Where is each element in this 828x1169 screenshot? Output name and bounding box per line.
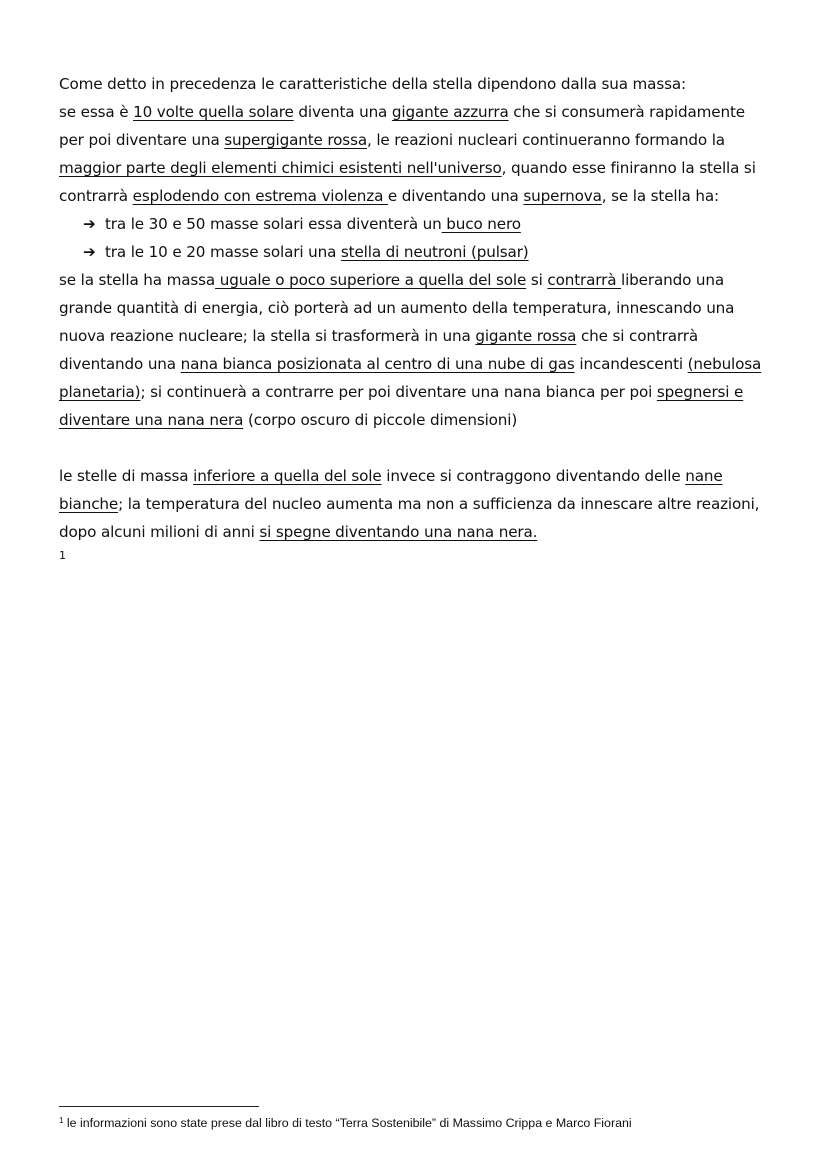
- footnote-number: 1: [59, 1116, 64, 1125]
- right-arrow-icon: ➔: [83, 243, 96, 261]
- document-body: [59, 70, 771, 564]
- text-segment: invece si contraggono diventando delle: [381, 467, 686, 485]
- underlined-phrase: nane bianche: [59, 467, 723, 513]
- text-segment: , le reazioni nucleari continueranno formando la: [367, 131, 725, 149]
- text-segment: ; la temperatura del nucleo aumenta ma non a sufficienza da innescare altre reazioni, dopo alcuni milioni di anni: [59, 495, 760, 541]
- underlined-phrase: si spegne diventando una nana nera.: [259, 523, 538, 541]
- text-segment: che si contrarrà diventando una: [59, 327, 698, 373]
- underlined-phrase: supergigante rossa: [224, 131, 367, 149]
- list-item-neutron-star: [83, 238, 771, 266]
- underlined-phrase: contrarrà: [547, 271, 622, 289]
- text-segment: se la stella ha massa: [59, 271, 216, 289]
- text-segment: e diventando una: [387, 187, 524, 205]
- text-segment: ; si continuerà a contrarre per poi diventare una nana bianca per poi: [140, 383, 657, 401]
- list-item-text: tra le 10 e 20 masse solari una: [105, 243, 341, 261]
- paragraph-small-stars: [59, 462, 771, 564]
- underlined-phrase: maggior parte degli elementi chimici esistenti nell'universo: [59, 159, 502, 177]
- footnote-reference: 1: [59, 549, 66, 562]
- underlined-phrase: supernova: [523, 187, 602, 205]
- text-segment: liberando una grande quantità di energia, ciò porterà ad un aumento della temperatura, innescando una nuova reazione nucleare; la stella si trasformerà in una: [59, 271, 735, 345]
- underlined-phrase: stella di neutroni (pulsar): [340, 243, 529, 261]
- text-segment: (corpo oscuro di piccole dimensioni): [243, 411, 518, 429]
- paragraph-massive-stars: [59, 70, 771, 210]
- intro-sentence: Come detto in precedenza le caratteristiche della stella dipendono dalla sua massa:: [59, 75, 686, 93]
- list-item-text: tra le 30 e 50 masse solari essa diventerà un: [105, 215, 442, 233]
- footnote-separator: [59, 1106, 259, 1107]
- mass-ranges-list: [59, 210, 771, 266]
- underlined-phrase: (nebulosa planetaria): [59, 355, 762, 401]
- underlined-phrase: uguale o poco superiore a quella del sole: [215, 271, 527, 289]
- right-arrow-icon: ➔: [83, 215, 96, 233]
- text-segment: , quando esse finiranno la stella si contrarrà: [59, 159, 756, 205]
- text-segment: le stelle di massa: [59, 467, 194, 485]
- footnote: [59, 1113, 771, 1131]
- list-item-black-hole: [83, 210, 771, 238]
- underlined-phrase: 10 volte quella solare: [133, 103, 294, 121]
- underlined-phrase: gigante azzurra: [391, 103, 509, 121]
- text-segment: che si consumerà rapidamente per poi diventare una: [59, 103, 745, 149]
- text-segment: incandescenti: [574, 355, 688, 373]
- underlined-phrase: buco nero: [441, 215, 521, 233]
- underlined-phrase: gigante rossa: [475, 327, 577, 345]
- underlined-phrase: esplodendo con estrema violenza: [132, 187, 388, 205]
- underlined-phrase: nana bianca posizionata al centro di una nube di gas: [180, 355, 575, 373]
- underlined-phrase: inferiore a quella del sole: [193, 467, 382, 485]
- text-segment: , se la stella ha:: [601, 187, 719, 205]
- underlined-phrase: spegnersi e diventare una nana nera: [59, 383, 744, 429]
- text-segment: si: [526, 271, 548, 289]
- paragraph-sun-like-stars: [59, 266, 771, 434]
- text-segment: se essa è: [59, 103, 134, 121]
- text-segment: diventa una: [293, 103, 392, 121]
- footnote-text: le informazioni sono state prese dal libro di testo “Terra Sostenibile” di Massimo Crippa e Marco Fiorani: [63, 1116, 632, 1130]
